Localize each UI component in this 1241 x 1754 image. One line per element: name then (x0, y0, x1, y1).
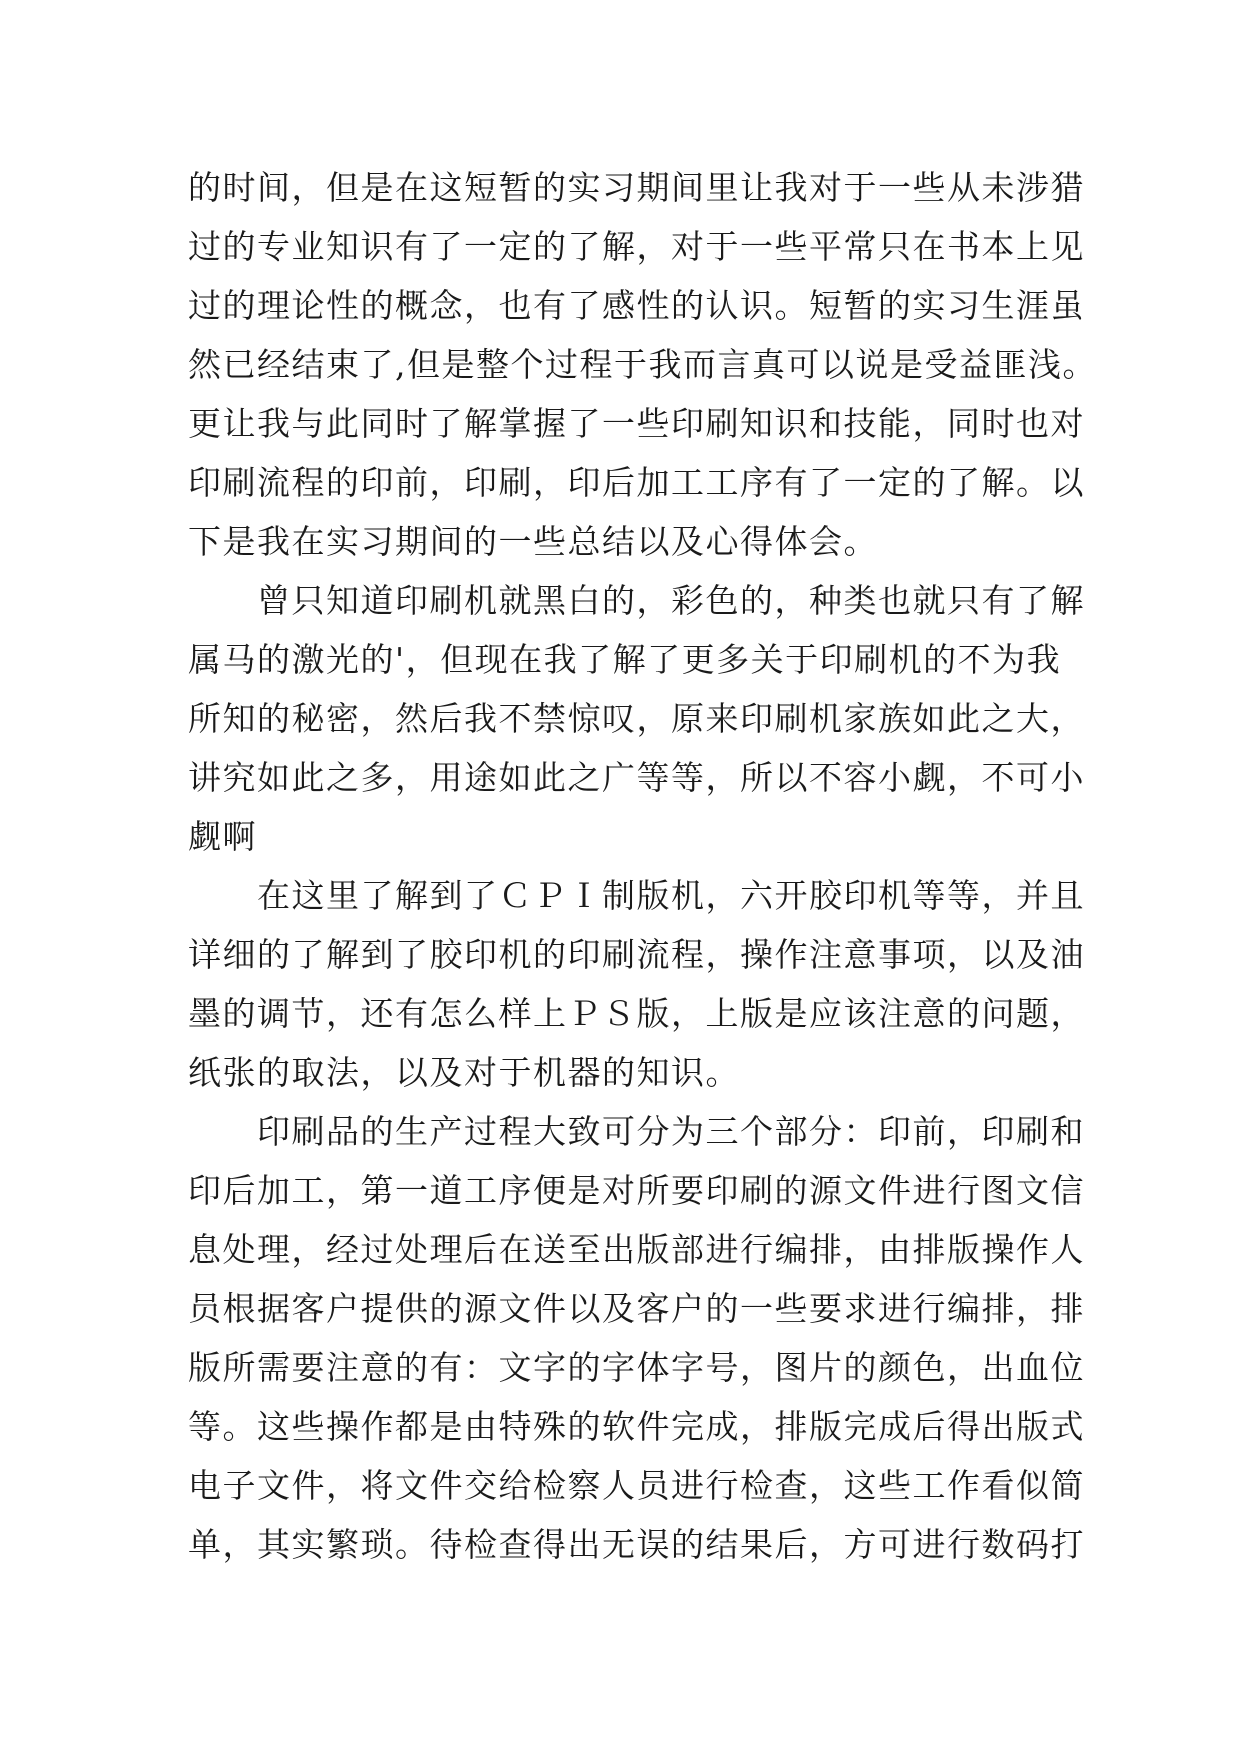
text-line: 印刷流程的印前，印刷，印后加工工序有了一定的了解。以 (188, 463, 1085, 502)
text-line: 过的专业知识有了一定的了解，对于一些平常只在书本上见 (188, 227, 1085, 266)
text-line: 然已经结束了,但是整个过程于我而言真可以说是受益匪浅。 (188, 345, 1097, 384)
text-line: 的时间，但是在这短暂的实习期间里让我对于一些从未涉猎 (188, 168, 1085, 207)
text-line: 属马的激光的'，但现在我了解了更多关于印刷机的不为我 (188, 640, 1062, 679)
text-line: 更让我与此同时了解掌握了一些印刷知识和技能，同时也对 (188, 404, 1085, 443)
text-line: 在这里了解到了ＣＰＩ制版机，六开胶印机等等，并且 (188, 876, 1085, 915)
text-line: 下是我在实习期间的一些总结以及心得体会。 (188, 522, 878, 561)
text-line: 详细的了解到了胶印机的印刷流程，操作注意事项，以及油 (188, 935, 1085, 974)
text-line: 单，其实繁琐。待检查得出无误的结果后，方可进行数码打 (188, 1525, 1085, 1564)
text-line: 等。这些操作都是由特殊的软件完成，排版完成后得出版式 (188, 1407, 1085, 1446)
text-line: 所知的秘密，然后我不禁惊叹，原来印刷机家族如此之大， (188, 699, 1085, 738)
text-line: 版所需要注意的有：文字的字体字号，图片的颜色，出血位 (188, 1348, 1085, 1387)
text-line: 觑啊 (188, 817, 257, 856)
text-line: 曾只知道印刷机就黑白的，彩色的，种类也就只有了解 (188, 581, 1085, 620)
text-line: 息处理，经过处理后在送至出版部进行编排，由排版操作人 (188, 1230, 1085, 1269)
text-line: 印刷品的生产过程大致可分为三个部分：印前，印刷和 (188, 1112, 1085, 1151)
text-line: 墨的调节，还有怎么样上ＰＳ版，上版是应该注意的问题， (188, 994, 1085, 1033)
text-line: 印后加工，第一道工序便是对所要印刷的源文件进行图文信 (188, 1171, 1085, 1210)
text-line: 员根据客户提供的源文件以及客户的一些要求进行编排，排 (188, 1289, 1085, 1328)
text-line: 纸张的取法，以及对于机器的知识。 (188, 1053, 740, 1092)
text-line: 电子文件，将文件交给检察人员进行检查，这些工作看似简 (188, 1466, 1085, 1505)
text-line: 过的理论性的概念，也有了感性的认识。短暂的实习生涯虽 (188, 286, 1085, 325)
text-line: 讲究如此之多，用途如此之广等等，所以不容小觑，不可小 (188, 758, 1085, 797)
body-text (188, 158, 1097, 1574)
